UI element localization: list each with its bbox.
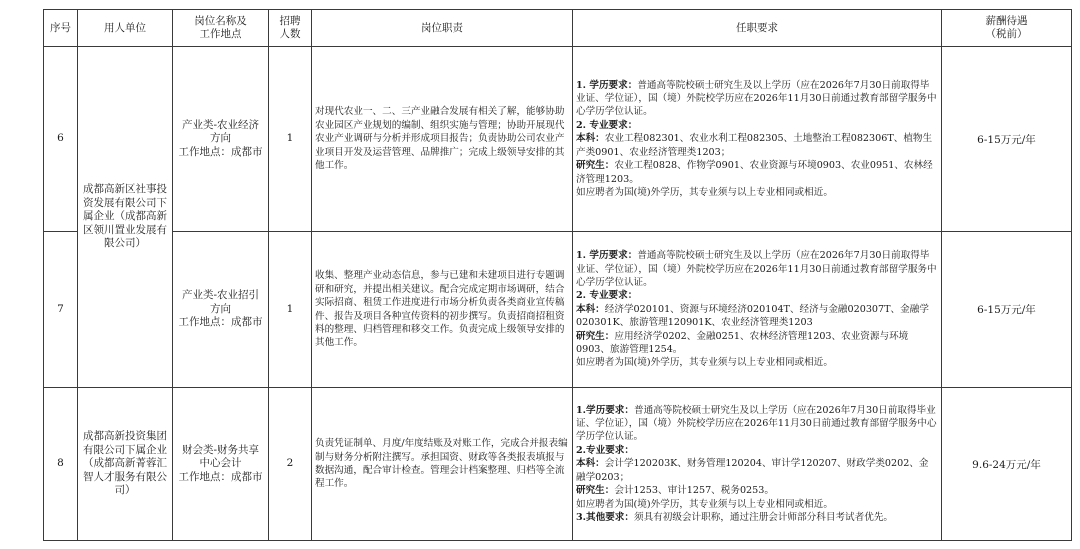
duties-cell: 收集、整理产业动态信息，参与已建和未建项目进行专题调研和研究，并提出相关建议。配合完成定期市场调研，结合实际招商、租赁工作进度进行市场分析负责各类商业宣传稿件、报告及项目各种宣传资料的初步撰写。负责招商招租资料的整理、归档管理和移交工作。负责完成上级领导安排的其他工作。 [312, 232, 573, 388]
count-cell: 1 [269, 47, 312, 232]
requirements-cell: 1. 学历要求：普通高等院校硕士研究生及以上学历（应在2026年7月30日前取得毕业证、学位证），国（境）外院校学历应在2026年11月30日前通过教育部留学服务中心学历学位认证。 2. 专业要求： 本科：农业工程082301、农业水利工程082305、土地整治工程082306T、植物生产类0901、农业经济管理类1203； 研究生：农业工程0828、作物学0901、农业资源与环境0903、农业0951、农林经济管理1203。 如应聘者为国(境)外学历，其专业须与以上专业相同或相近。 [573, 47, 942, 232]
table-row [44, 388, 1072, 541]
table-row [44, 47, 1072, 232]
table-row [44, 232, 1072, 388]
row-index: 7 [44, 232, 78, 388]
employer-cell: 成都高新区社事投资发展有限公司下属企业（成都高新区领川置业发展有限公司） [78, 47, 173, 388]
employer-cell: 成都高新投资集团有限公司下属企业（成都高新菁蓉汇智人才服务有限公司） [78, 388, 173, 541]
header-index: 序号 [44, 10, 78, 47]
duties-cell: 对现代农业一、二、三产业融合发展有相关了解，能够协助农业园区产业规划的编制、组织实施与管理；协助开展现代农业产业调研与分析并形成项目报告；负责协助公司农业产业项目开发及运营管理、品牌推广；完成上级领导安排的其他工作。 [312, 47, 573, 232]
position-cell: 产业类-农业招引 方向 工作地点：成都市 [173, 232, 269, 388]
header-count: 招聘 人数 [269, 10, 312, 47]
header-row [44, 10, 1072, 47]
salary-cell: 9.6-24万元/年 [942, 388, 1072, 541]
duties-cell: 负责凭证制单、月度/年度结账及对账工作，完成合并报表编制与财务分析附注撰写。承担国资、财政等各类报表填报与数据沟通，配合审计检查。管理会计档案整理、归档等全流程工作。 [312, 388, 573, 541]
header-position: 岗位名称及 工作地点 [173, 10, 269, 47]
count-cell: 1 [269, 232, 312, 388]
salary-cell: 6-15万元/年 [942, 47, 1072, 232]
recruitment-table [43, 9, 1072, 541]
position-cell: 财会类-财务共享 中心会计 工作地点：成都市 [173, 388, 269, 541]
count-cell: 2 [269, 388, 312, 541]
salary-cell: 6-15万元/年 [942, 232, 1072, 388]
header-duties: 岗位职责 [312, 10, 573, 47]
row-index: 8 [44, 388, 78, 541]
header-requirements: 任职要求 [573, 10, 942, 47]
position-cell: 产业类-农业经济 方向 工作地点：成都市 [173, 47, 269, 232]
row-index: 6 [44, 47, 78, 232]
requirements-cell: 1.学历要求：普通高等院校硕士研究生及以上学历（应在2026年7月30日前取得毕业证、学位证），国（境）外院校学历应在2026年11月30日前通过教育部留学服务中心学历学位认证。 2.专业要求： 本科：会计学120203K、财务管理120204、审计学120207、财政学类0202、金融学0203； 研究生：会计1253、审计1257、税务0253。 如应聘者为国(境)外学历，其专业须与以上专业相同或相近。 3.其他要求：须具有初级会计职称，通过注册会计师部分科目考试者优先。 [573, 388, 942, 541]
requirements-cell: 1. 学历要求：普通高等院校硕士研究生及以上学历（应在2026年7月30日前取得毕业证、学位证），国（境）外院校学历应在2026年11月30日前通过教育部留学服务中心学历学位认证。 2. 专业要求： 本科：经济学020101、资源与环境经济020104T、经济与金融020307T、金融学020301K、旅游管理120901K、农业经济管理类1203 研究生：应用经济学0202、金融0251、农林经济管理1203、农业资源与环境0903、旅游管理1254。 如应聘者为国(境)外学历，其专业须与以上专业相同或相近。 [573, 232, 942, 388]
header-salary: 薪酬待遇 （税前） [942, 10, 1072, 47]
header-employer: 用人单位 [78, 10, 173, 47]
